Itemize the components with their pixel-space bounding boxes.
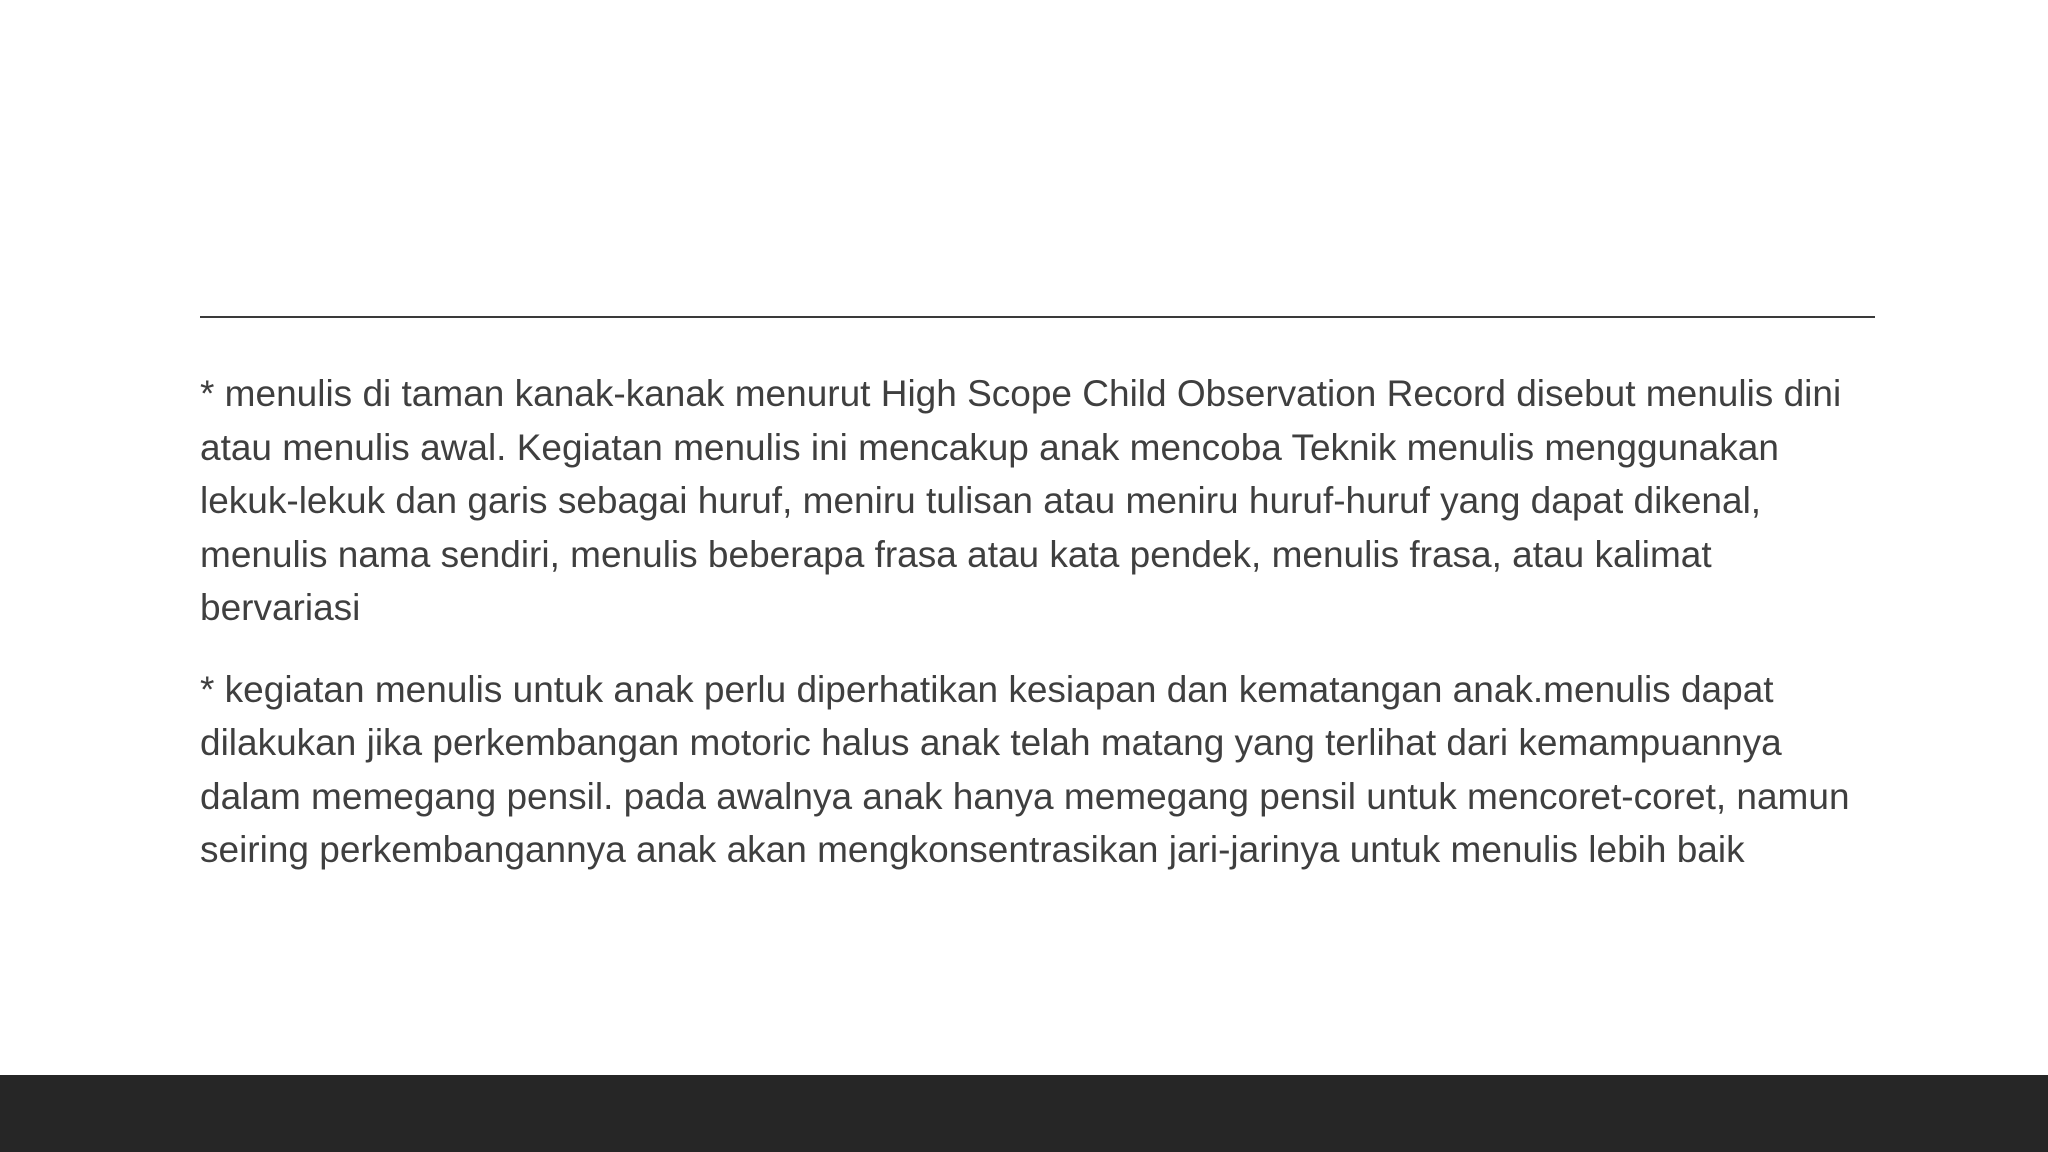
paragraph-menulis-dini: * menulis di taman kanak-kanak menurut High Scope Child Observation Record disebut menulis dini atau menulis awal. Kegiatan menulis ini mencakup anak mencoba Teknik menulis menggunakan lekuk-lekuk dan garis sebagai huruf, meniru tulisan atau meniru huruf-huruf yang dapat dikenal, menulis nama sendiri, menulis beberapa frasa atau kata pendek, menulis frasa, atau kalimat bervariasi (200, 373, 1842, 628)
footer-bar (0, 1075, 2048, 1152)
paragraph-kesiapan-menulis: * kegiatan menulis untuk anak perlu diperhatikan kesiapan dan kematangan anak.menulis dapat dilakukan jika perkembangan motoric halus anak telah matang yang terlihat dari kemampuannya dalam memegang pensil. pada awalnya anak hanya memegang pensil untuk mencoret-coret, namun seiring perkembangannya anak akan mengkonsentrasikan jari-jarinya untuk menulis lebih baik (200, 668, 1850, 870)
slide-body-text (200, 367, 1880, 905)
title-divider-line (200, 316, 1875, 318)
